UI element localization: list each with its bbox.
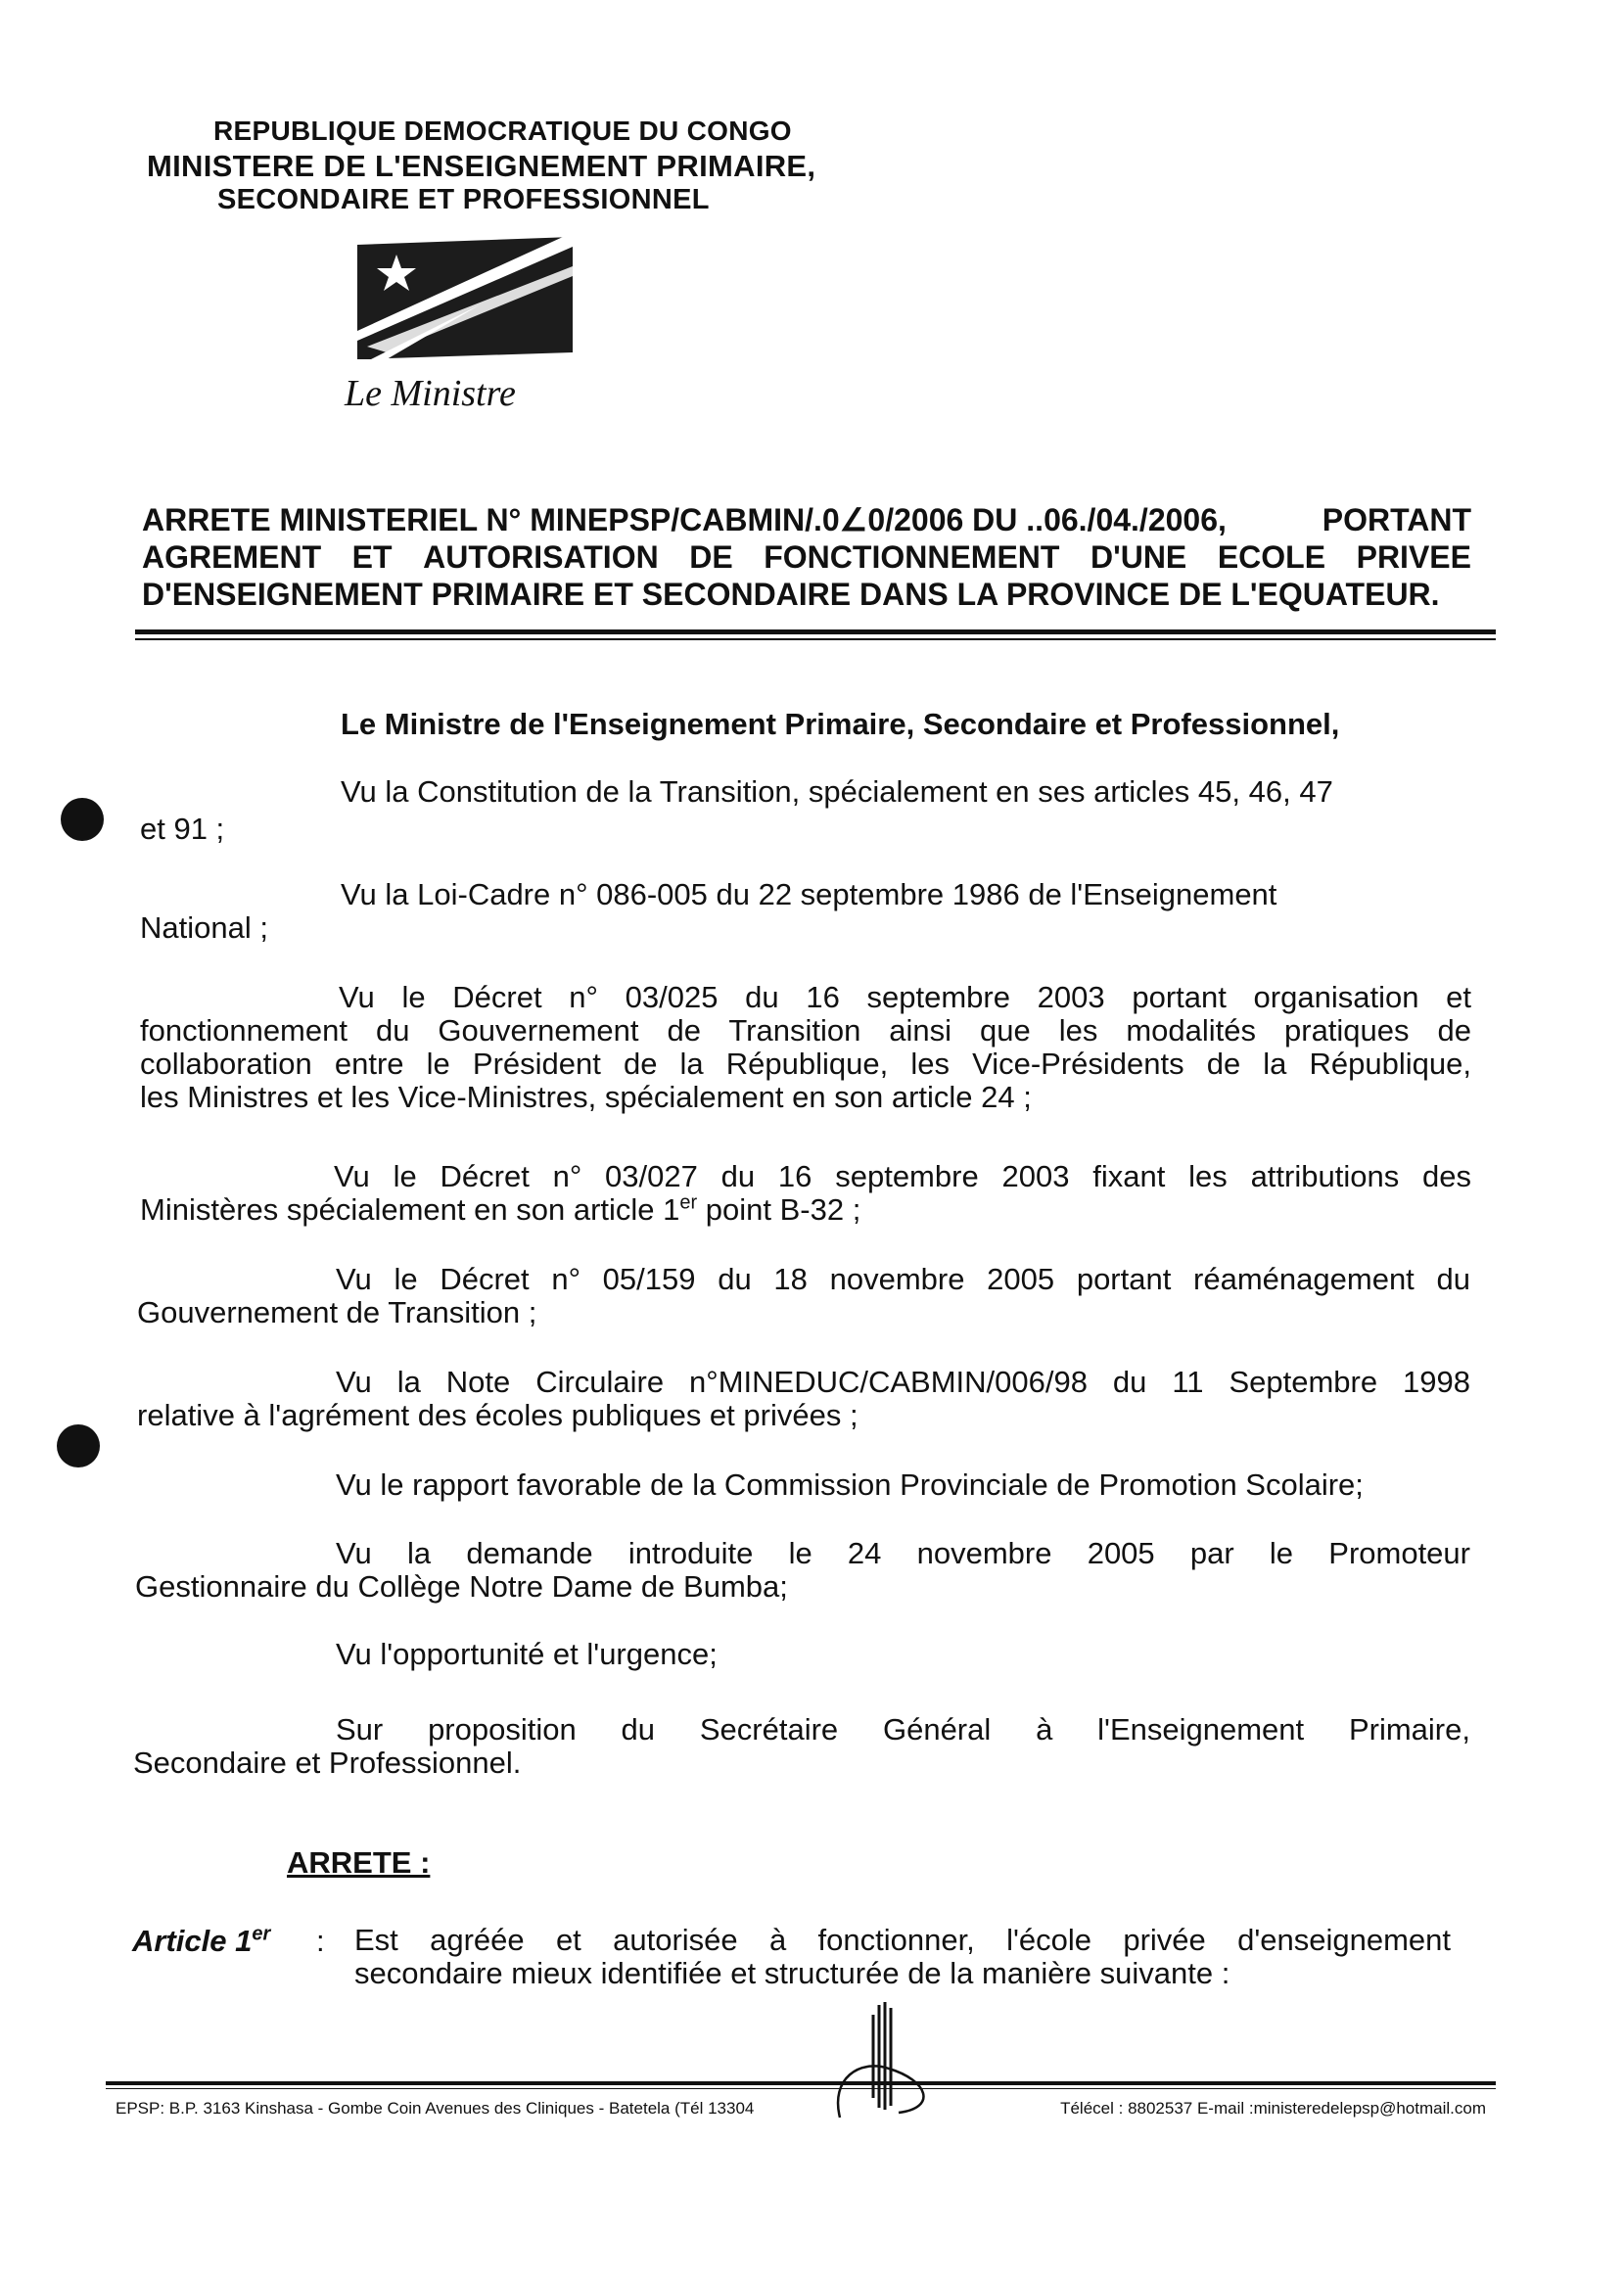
vu-decret-03-027-line2: Ministères spécialement en son article 1 bbox=[140, 1192, 680, 1227]
sur-proposition-line2: Secondaire et Professionnel. bbox=[133, 1746, 522, 1780]
title-line-3 bbox=[142, 576, 1471, 613]
article-1-superscript: er bbox=[252, 1923, 271, 1945]
vu-opportunite bbox=[336, 1638, 718, 1671]
minister-signature-title: Le Ministre bbox=[345, 373, 516, 414]
title-rule-thin bbox=[135, 638, 1496, 640]
footer-rule-thick bbox=[106, 2081, 1496, 2085]
vu-note-circulaire-line1: Vu la Note Circulaire n°MINEDUC/CABMIN/006/98 du 11 Septembre 1998 bbox=[336, 1365, 1470, 1399]
footer-phone-email: Télécel : 8802537 E-mail :ministeredelepsp@hotmail.com bbox=[1060, 2099, 1486, 2118]
vu-decret-03-025-line4: les Ministres et les Vice-Ministres, spécialement en son article 24 ; bbox=[140, 1080, 1032, 1114]
superscript-er: er bbox=[679, 1191, 698, 1214]
title-word: D'UNE bbox=[1090, 539, 1187, 575]
vu-demande-line2: Gestionnaire du Collège Notre Dame de Bumba; bbox=[135, 1569, 788, 1604]
article-1-line2: secondaire mieux identifiée et structurée de la manière suivante : bbox=[354, 1956, 1230, 1990]
article-1-text bbox=[354, 1924, 1451, 1990]
vu-demande-line1: Vu la demande introduite le 24 novembre 2005 par le Promoteur bbox=[336, 1536, 1470, 1570]
article-1-colon: : bbox=[316, 1924, 325, 1958]
title-rule-thick bbox=[135, 629, 1496, 634]
vu-loi-cadre-line1: Vu la Loi-Cadre n° 086-005 du 22 septembre 1986 de l'Enseignement bbox=[341, 877, 1277, 911]
title-word: DE bbox=[689, 539, 733, 575]
title-line-1 bbox=[142, 501, 1471, 538]
vu-decret-03-025 bbox=[140, 981, 1471, 1114]
vu-constitution bbox=[140, 775, 1471, 846]
arrete-heading: ARRETE : bbox=[287, 1845, 431, 1880]
title-word: PRIVEE bbox=[1356, 539, 1471, 575]
ministry-heading-line2: SECONDAIRE ET PROFESSIONNEL bbox=[217, 184, 710, 215]
title-line-2 bbox=[142, 538, 1471, 576]
vu-loi-cadre bbox=[140, 878, 1471, 945]
vu-rapport-line1: Vu le rapport favorable de la Commission Provinciale de Promotion Scolaire; bbox=[336, 1467, 1364, 1502]
vu-decret-03-025-line2: fonctionnement du Gouvernement de Transition ainsi que les modalités pratiques de bbox=[140, 1013, 1471, 1048]
article-1-label-text: Article 1 bbox=[132, 1924, 253, 1958]
vu-note-circulaire-line2: relative à l'agrément des écoles publiques et privées ; bbox=[137, 1398, 858, 1432]
title-word: FONCTIONNEMENT bbox=[764, 539, 1060, 575]
drc-flag-emblem bbox=[357, 237, 573, 359]
vu-rapport bbox=[336, 1468, 1364, 1502]
country-heading: REPUBLIQUE DEMOCRATIQUE DU CONGO bbox=[213, 116, 792, 146]
vu-constitution-line1: Vu la Constitution de la Transition, spécialement en ses articles 45, 46, 47 bbox=[341, 774, 1333, 809]
title-line1-left: ARRETE MINISTERIEL N° MINEPSP/CABMIN/.0∠0/2006 DU ..06./04./2006, bbox=[142, 502, 1227, 537]
decree-title bbox=[142, 501, 1471, 613]
vu-decret-05-159-line2: Gouvernement de Transition ; bbox=[137, 1295, 537, 1329]
vu-decret-03-027 bbox=[140, 1160, 1471, 1227]
article-1-line1: Est agréée et autorisée à fonctionner, l'école privée d'enseignement bbox=[354, 1923, 1451, 1957]
title-word: AGREMENT bbox=[142, 539, 322, 575]
vu-decret-03-027-line2-end: point B-32 ; bbox=[697, 1192, 861, 1227]
sur-proposition bbox=[133, 1713, 1470, 1780]
vu-decret-03-025-line3: collaboration entre le Président de la République, les Vice-Présidents de la République, bbox=[140, 1047, 1471, 1081]
title-word: AUTORISATION bbox=[423, 539, 659, 575]
title-line3-text: D'ENSEIGNEMENT PRIMAIRE ET SECONDAIRE DANS LA PROVINCE DE L'EQUATEUR. bbox=[142, 577, 1440, 612]
title-word: ET bbox=[351, 539, 393, 575]
vu-constitution-line2: et 91 ; bbox=[140, 812, 225, 846]
vu-decret-05-159-line1: Vu le Décret n° 05/159 du 18 novembre 2005 portant réaménagement du bbox=[336, 1262, 1470, 1296]
vu-demande bbox=[135, 1537, 1470, 1604]
title-word: ECOLE bbox=[1217, 539, 1326, 575]
footer-address: EPSP: B.P. 3163 Kinshasa - Gombe Coin Avenues des Cliniques - Batetela (Tél 13304 bbox=[116, 2099, 755, 2118]
sur-proposition-line1: Sur proposition du Secrétaire Général à l'Enseignement Primaire, bbox=[336, 1712, 1470, 1746]
ministry-heading-line1: MINISTERE DE L'ENSEIGNEMENT PRIMAIRE, bbox=[147, 149, 816, 183]
vu-loi-cadre-line2: National ; bbox=[140, 910, 268, 945]
title-line1-right: PORTANT bbox=[1322, 502, 1471, 537]
vu-decret-03-025-line1: Vu le Décret n° 03/025 du 16 septembre 2003 portant organisation et bbox=[339, 980, 1471, 1014]
footer-contact bbox=[116, 2099, 1486, 2119]
vu-decret-03-027-line1: Vu le Décret n° 03/027 du 16 septembre 2003 fixant les attributions des bbox=[334, 1159, 1471, 1193]
footer-rule-thin bbox=[106, 2088, 1496, 2089]
punch-hole-bottom bbox=[57, 1424, 100, 1467]
vu-opportunite-line1: Vu l'opportunité et l'urgence; bbox=[336, 1637, 718, 1671]
article-1-label bbox=[132, 1924, 270, 1959]
minister-statement: Le Ministre de l'Enseignement Primaire, Secondaire et Professionnel, bbox=[341, 707, 1340, 741]
vu-note-circulaire bbox=[137, 1366, 1470, 1432]
vu-decret-05-159 bbox=[137, 1263, 1470, 1329]
punch-hole-top bbox=[61, 798, 104, 841]
